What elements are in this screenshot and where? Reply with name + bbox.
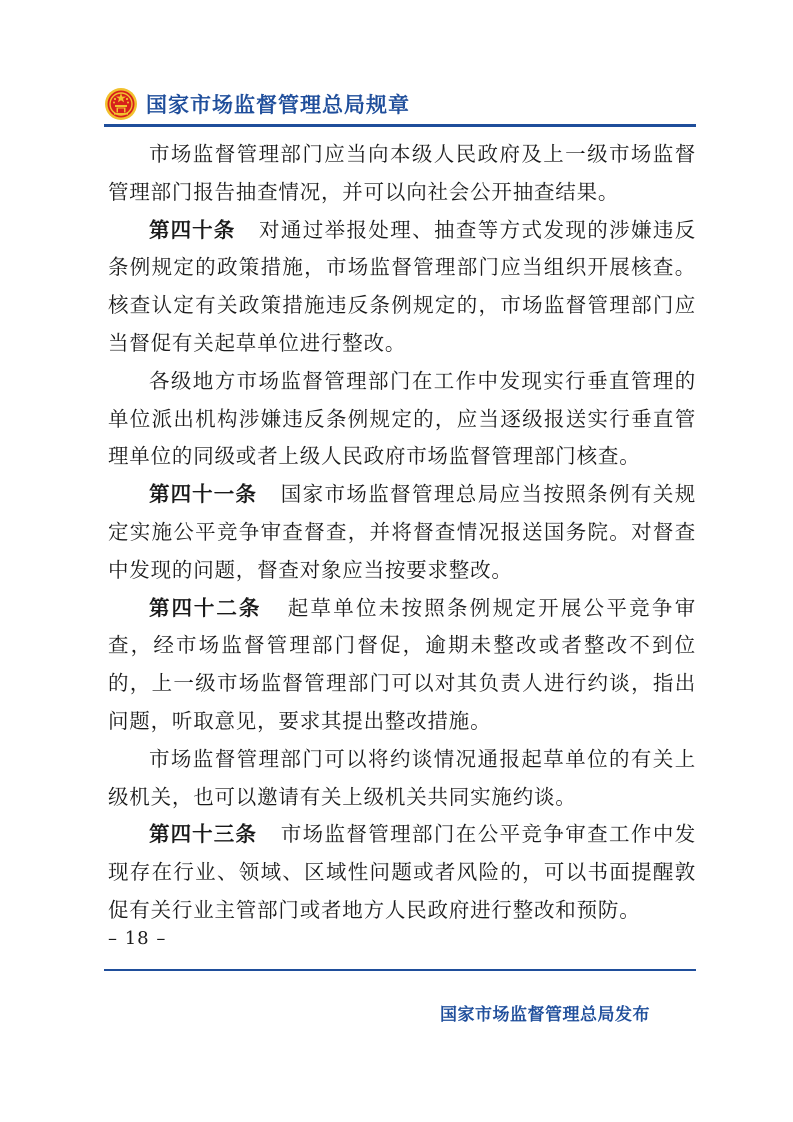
article-number: 第四十一条 — [149, 482, 257, 507]
paragraph — [108, 476, 696, 589]
header-divider — [104, 124, 696, 127]
article-number: 第四十条 — [149, 217, 236, 242]
paragraph-text: 各级地方市场监督管理部门在工作中发现实行垂直管理的单位派出机构涉嫌违反条例规定的，应当逐级报送实行垂直管理单位的同级或者上级人民政府市场监督管理部门核查。 — [108, 368, 696, 469]
paragraph-text: 对通过举报处理、抽查等方式发现的涉嫌违反条例规定的政策措施，市场监督管理部门应当组织开展核查。核查认定有关政策措施违反条例规定的，市场监督管理部门应当督促有关起草单位进行整改。 — [108, 217, 697, 355]
header-title: 国家市场监督管理总局规章 — [146, 93, 410, 117]
page-header — [104, 86, 410, 122]
article-number: 第四十三条 — [149, 822, 257, 847]
page-number: – 18 – — [108, 928, 167, 949]
national-emblem-icon — [104, 87, 138, 121]
paragraph-text: 国家市场监督管理总局应当按照条例有关规定实施公平竞争审查督查，并将督查情况报送国务院。对督查中发现的问题，督查对象应当按要求整改。 — [108, 482, 697, 582]
paragraph — [108, 363, 696, 476]
paragraph — [108, 212, 696, 363]
paragraph — [108, 590, 696, 741]
footer-publisher: 国家市场监督管理总局发布 — [440, 1005, 650, 1025]
footer-divider — [104, 969, 696, 971]
paragraph — [108, 741, 696, 817]
paragraph-text: 起草单位未按照条例规定开展公平竞争审查，经市场监督管理部门督促，逾期未整改或者整改不到位的，上一级市场监督管理部门可以对其负责人进行约谈，指出问题，听取意见，要求其提出整改措施。 — [108, 595, 697, 733]
paragraph-text: 市场监督管理部门应当向本级人民政府及上一级市场监督管理部门报告抽查情况，并可以向社会公开抽查结果。 — [108, 142, 696, 204]
document-body — [108, 136, 696, 930]
paragraph-text: 市场监督管理部门可以将约谈情况通报起草单位的有关上级机关，也可以邀请有关上级机关共同实施约谈。 — [108, 746, 696, 809]
article-number: 第四十二条 — [149, 595, 262, 620]
paragraph — [108, 816, 696, 929]
paragraph — [108, 136, 696, 212]
paragraph-text: 市场监督管理部门在公平竞争审查工作中发现存在行业、领域、区域性问题或者风险的，可以书面提醒敦促有关行业主管部门或者地方人民政府进行整改和预防。 — [108, 822, 697, 922]
